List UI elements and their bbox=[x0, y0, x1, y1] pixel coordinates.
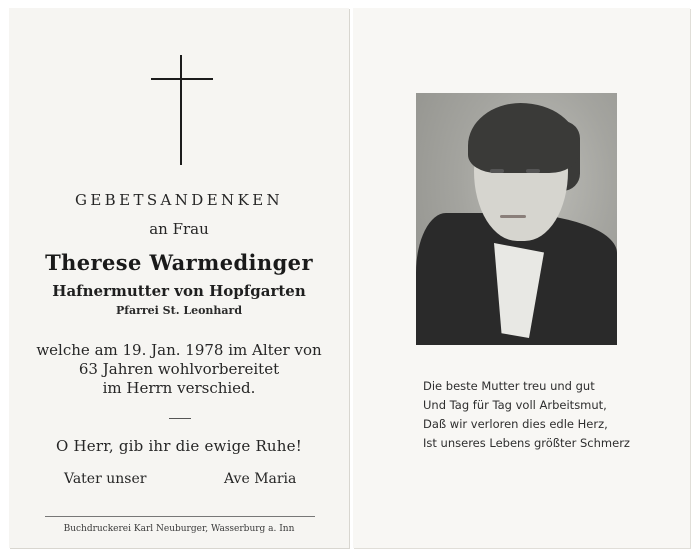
footer-rule bbox=[45, 516, 315, 517]
portrait-photo bbox=[416, 93, 617, 345]
parish: Pfarrei St. Leonhard bbox=[115, 304, 243, 317]
obituary-text bbox=[9, 341, 349, 398]
obituary-line: 63 Jahren wohlvorbereitet bbox=[78, 360, 280, 378]
memorial-card-right bbox=[353, 8, 690, 548]
cross-icon bbox=[180, 55, 182, 165]
obituary-line: im Herrn verschied. bbox=[102, 379, 256, 397]
prayer-vater-unser: Vater unser bbox=[64, 471, 147, 487]
memorial-card-left bbox=[9, 8, 349, 548]
verse-line: Die beste Mutter treu und gut bbox=[423, 379, 595, 393]
divider bbox=[169, 418, 191, 419]
verse-line: Daß wir verloren dies edle Herz, bbox=[423, 417, 608, 431]
salutation: an Frau bbox=[149, 220, 209, 238]
prayer-request: O Herr, gib ihr die ewige Ruhe! bbox=[56, 437, 302, 455]
card-heading: GEBETSANDENKEN bbox=[74, 191, 284, 209]
prayer-ave-maria: Ave Maria bbox=[224, 471, 297, 487]
cross-icon-bar bbox=[151, 78, 213, 80]
memorial-verse bbox=[423, 377, 630, 453]
deceased-role: Hafnermutter von Hopfgarten bbox=[52, 282, 306, 300]
obituary-line: welche am 19. Jan. 1978 im Alter von bbox=[36, 341, 322, 359]
printer-credit: Buchdruckerei Karl Neuburger, Wasserburg a. Inn bbox=[63, 524, 295, 534]
verse-line: Ist unseres Lebens größter Schmerz bbox=[423, 436, 630, 450]
verse-line: Und Tag für Tag voll Arbeitsmut, bbox=[423, 398, 607, 412]
deceased-name: Therese Warmedinger bbox=[45, 250, 313, 275]
